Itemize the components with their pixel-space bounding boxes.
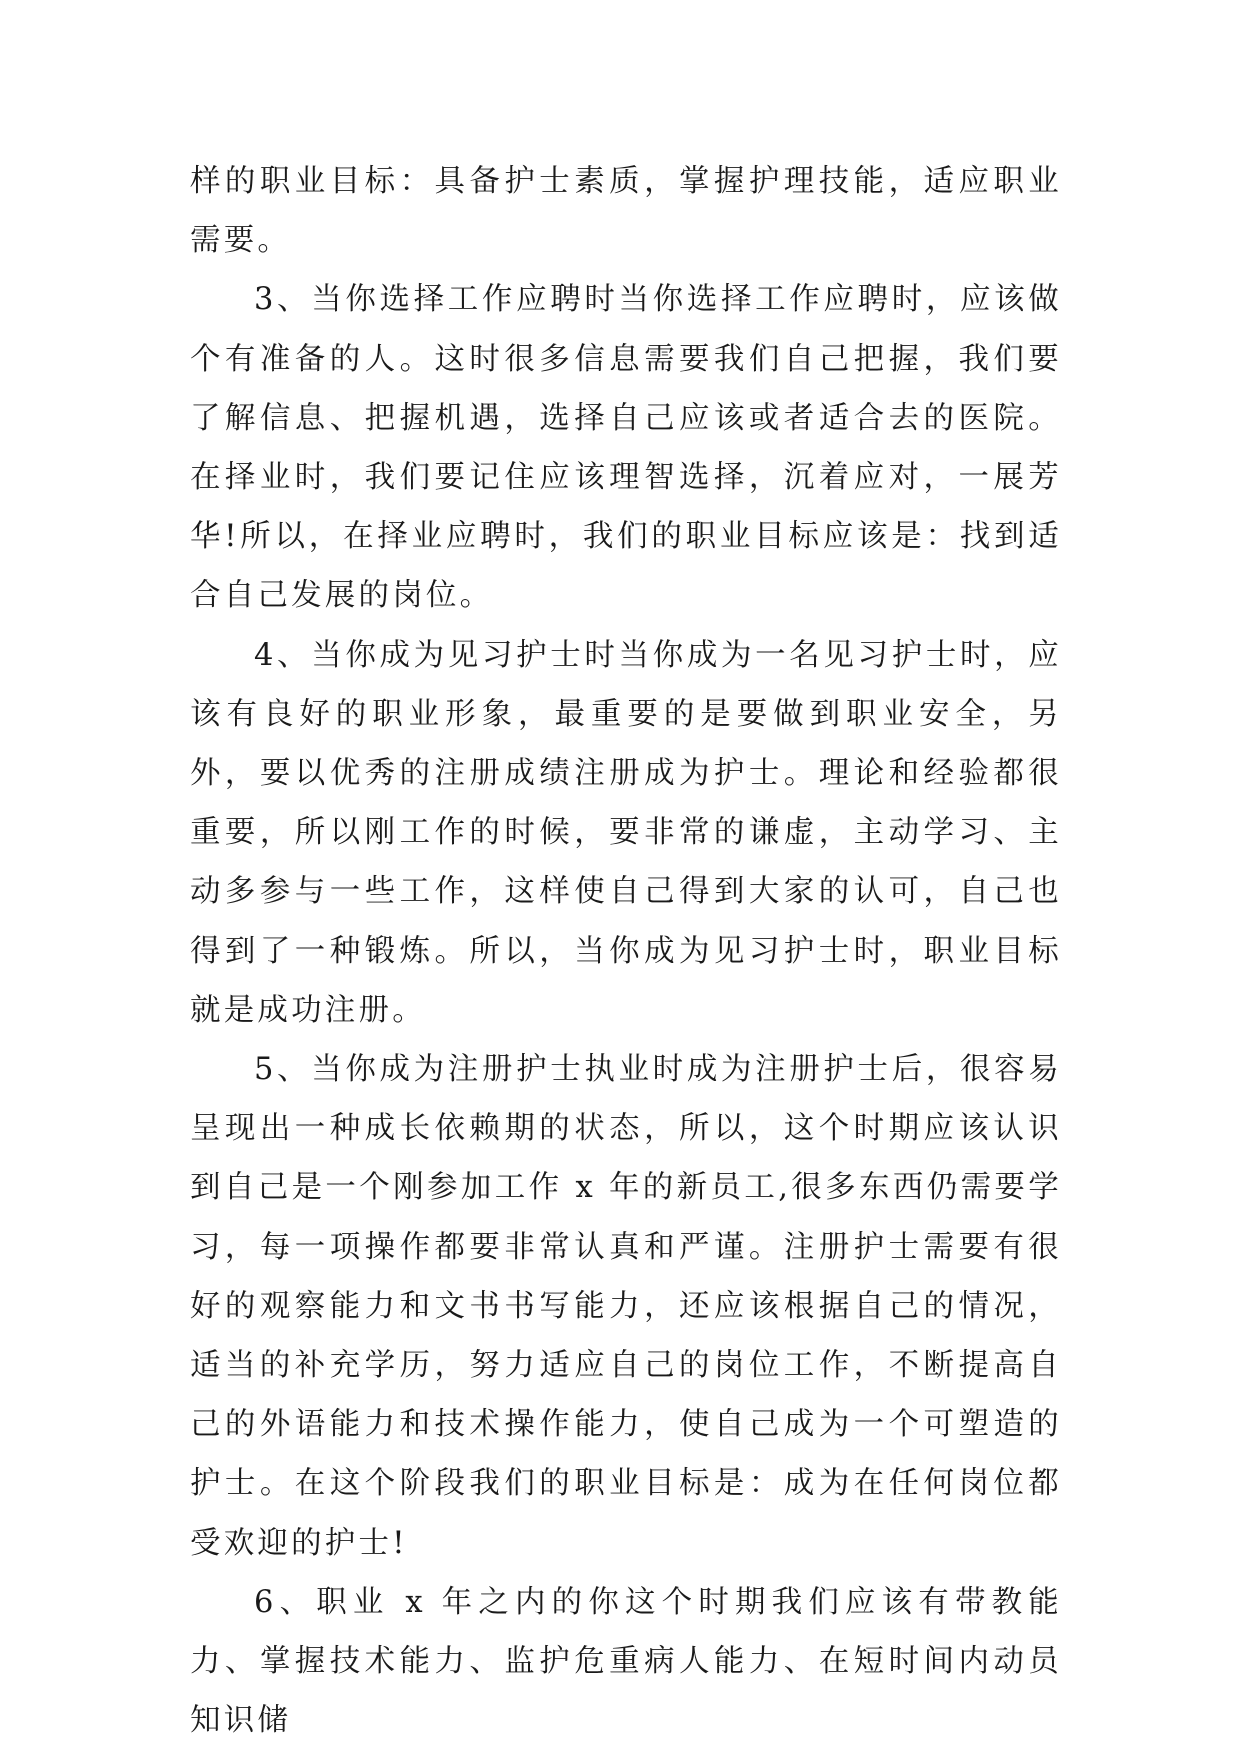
paragraph-5: 5、当你成为注册护士执业时成为注册护士后，很容易呈现出一种成长依赖期的状态，所以，这个时期应该认识到自己是一个刚参加工作 x 年的新员工,很多东西仍需要学习，每一项操作都要非常认真和严谨。注册护士需要有很好的观察能力和文书书写能力，还应该根据自己的情况，适当的补充学历，努力适应自己的岗位工作，不断提高自己的外语能力和技术操作能力，使自己成为一个可塑造的护士。在这个阶段我们的职业目标是：成为在任何岗位都受欢迎的护士! [190, 1052, 1062, 1561]
paragraph-continued: 样的职业目标：具备护士素质，掌握护理技能，适应职业需要。 [190, 164, 1062, 259]
paragraph-3: 3、当你选择工作应聘时当你选择工作应聘时，应该做个有准备的人。这时很多信息需要我们自己把握，我们要了解信息、把握机遇，选择自己应该或者适合去的医院。在择业时，我们要记住应该理智选择，沉着应对，一展芳华!所以，在择业应聘时，我们的职业目标应该是：找到适合自己发展的岗位。 [190, 282, 1062, 614]
document-body [190, 152, 1062, 1750]
paragraph-4: 4、当你成为见习护士时当你成为一名见习护士时，应该有良好的职业形象，最重要的是要做到职业安全，另外，要以优秀的注册成绩注册成为护士。理论和经验都很重要，所以刚工作的时候，要非常的谦虚，主动学习、主动多参与一些工作，这样使自己得到大家的认可，自己也得到了一种锻炼。所以，当你成为见习护士时，职业目标就是成功注册。 [190, 637, 1062, 1028]
paragraph-6: 6、职业 x 年之内的你这个时期我们应该有带教能力、掌握技术能力、监护危重病人能力、在短时间内动员知识储 [190, 1584, 1062, 1739]
